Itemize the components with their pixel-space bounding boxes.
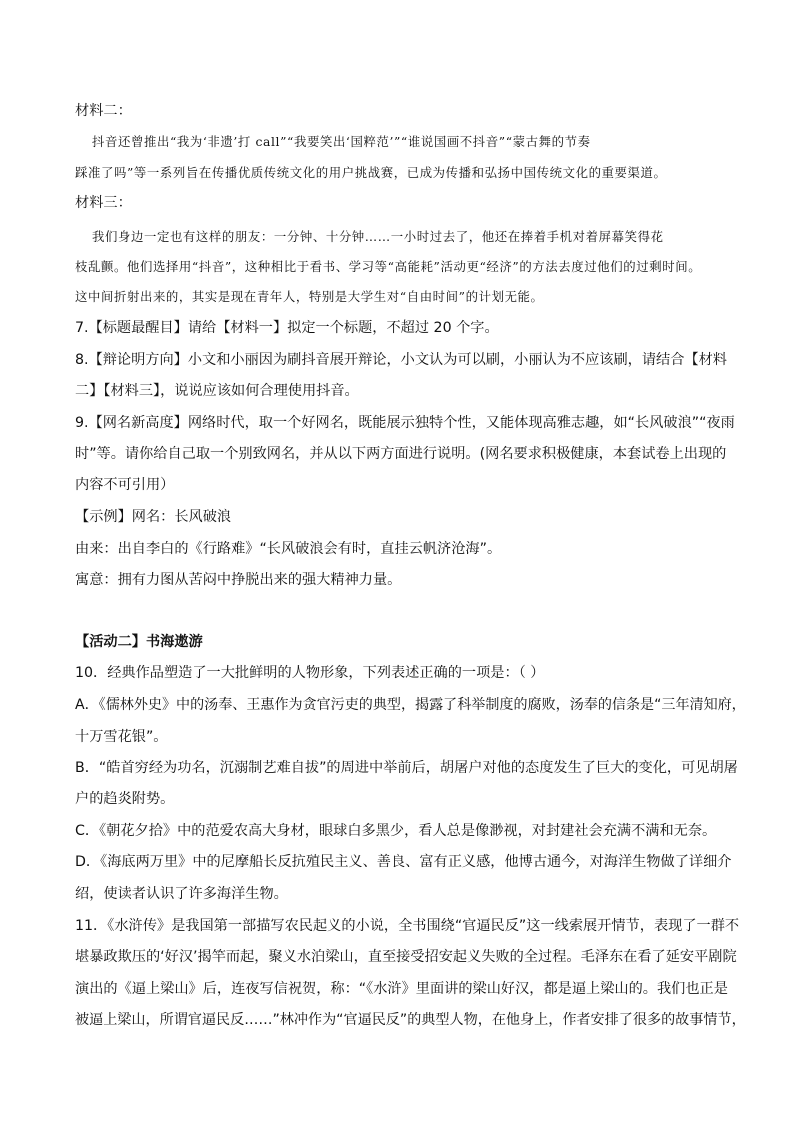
material-2-line: 踩准了吗”等一系列旨在传播优质传统文化的用户挑战赛，已成为传播和弘扬中国传统文化的重要渠道。: [75, 165, 667, 180]
material-3-line: 枝乱颤。他们选择用“抖音”，这种相比于看书、学习等“高能耗”活动更“经济”的方法去度过他们的过剩时间。: [75, 259, 702, 274]
question-8-line: 8.【辩论明方向】小文和小丽因为刷抖音展开辩论，小文认为可以刷，小丽认为不应该刷，请结合【材料: [75, 352, 727, 368]
question-10-option-d: D．《海底两万里》中的尼摩船长反抗殖民主义、善良、富有正义感，他博古通今，对海洋生物做了详细介: [75, 854, 732, 870]
material-3-heading: 材料三：: [75, 195, 132, 211]
question-9-example: 【示例】网名：长风破浪: [75, 509, 232, 525]
question-11-line: 演出的《逼上梁山》后，连夜写信祝贺，称：“《水浒》里面讲的梁山好汉，都是逼上梁山的。我们也正是: [75, 981, 728, 997]
activity-2-title: 【活动二】书海遨游: [75, 634, 203, 650]
question-10-option-b-cont: 户的趋炎附势。: [75, 791, 175, 807]
question-11-line: 被逼上梁山，所谓官逼民反……”林冲作为“官逼民反”的典型人物，在他身上，作者安排了很多的故事情节，: [75, 1012, 746, 1028]
question-9-line: 9.【网名新高度】网络时代，取一个好网名，既能展示独特个性，又能体现高雅志趣，如“长风破浪”“夜雨: [75, 415, 735, 431]
question-9-line: 内容不可引用）: [75, 477, 175, 493]
question-10-option-d-cont: 绍，使读者认识了许多海洋生物。: [75, 886, 288, 902]
material-3-line: 这中间折射出来的，其实是现在青年人，特别是大学生对“自由时间”的计划无能。: [75, 289, 544, 304]
question-10-option-c: C．《朝花夕拾》中的范爱农高大身材，眼球白多黑少，看人总是像渺视，对封建社会充满不满和无奈。: [75, 823, 717, 839]
question-10-option-b: B．“皓首穷经为功名，沉溺制艺难自拔”的周进中举前后，胡屠户对他的态度发生了巨大的变化，可见胡屠: [75, 760, 738, 776]
question-11-line: 堪暴政欺压的‘好汉’揭竿而起，聚义水泊梁山，直至接受招安起义失败的全过程。毛泽东在看了延安平剧院: [75, 949, 737, 965]
question-10-option-a: A．《儒林外史》中的汤奉、王惠作为贪官污吏的典型，揭露了科举制度的腐败，汤奉的信条是“三年清知府，: [75, 697, 746, 713]
question-8-line: 二】【材料三】，说说应该如何合理使用抖音。: [75, 383, 359, 399]
material-3-line: 我们身边一定也有这样的朋友：一分钟、十分钟……一小时过去了，他还在捧着手机对着屏幕笑得花: [92, 229, 664, 244]
question-7: 7.【标题最醒目】请给【材料一】拟定一个标题，不超过 20 个字。: [75, 320, 499, 336]
question-9-meaning: 寓意：拥有力图从苦闷中挣脱出来的强大精神力量。: [75, 572, 402, 588]
question-11-line: 11．《水浒传》是我国第一部描写农民起义的小说，全书围绕“官逼民反”这一线索展开情节，表现了一群不: [75, 918, 740, 934]
material-2-line: 抖音还曾推出“我为‘非遗’打 call”“我要笑出‘国粹范’”“谁说国画不抖音”“蒙古舞的节奏: [92, 134, 591, 149]
question-9-origin: 由来：出自李白的《行路难》“长风破浪会有时，直挂云帆济沧海”。: [75, 541, 502, 557]
material-2-heading: 材料二：: [75, 103, 132, 119]
question-9-line: 时”等。请你给自己取一个别致网名，并从以下两方面进行说明。(网名要求积极健康，本套试卷上出现的: [75, 446, 727, 462]
question-10-option-a-cont: 十万雪花银”。: [75, 729, 168, 745]
question-10-stem: 10．经典作品塑造了一大批鲜明的人物形象，下列表述正确的一项是：（ ）: [75, 665, 545, 681]
